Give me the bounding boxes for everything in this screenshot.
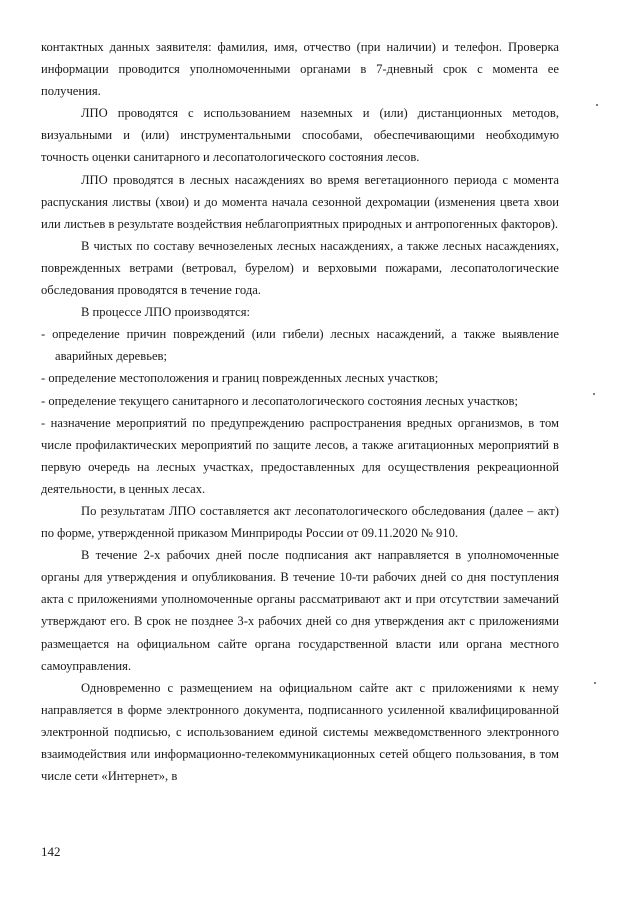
list-item-measures: - назначение мероприятий по предупреждению распространения вредных организмов, в том числе профилактических мероприятий по защите лесов, а также агитационных мероприятий в первую очередь на лесных участках, предоставленных для осуществления рекреационной деятельности, в ценных лесах. <box>41 415 559 496</box>
paragraph-contact-data: контактных данных заявителя: фамилия, имя, отчество (при наличии) и телефон. Проверка информации проводится уполномоченными органами в 7-дневный срок с момента ее получения. <box>41 40 559 99</box>
paragraph-lpo-methods: ЛПО проводятся с использованием наземных и (или) дистанционных методов, визуальными и (или) инструментальными способами, обеспечивающими необходимую точность оценки санитарного и лесопатологического состояния лесов. <box>41 106 559 165</box>
paragraph-lpo-period: ЛПО проводятся в лесных насаждениях во время вегетационного периода с момента распускания листвы (хвои) и до момента начала сезонной дехромации (изменения цвета хвои или листьев в результате воздействия неблагоприятных природных и антропогенных факторов). <box>41 172 559 231</box>
paragraph-lpo-tasks-intro: В процессе ЛПО производятся: <box>81 305 251 320</box>
paragraph-act-publication: Одновременно с размещением на официальном сайте акт с приложениями к нему направляется в форме электронного документа, подписанного усиленной квалифицированной электронной подписью, с использованием единой системы межведомственного электронного взаимодействия или информационно-телекоммуникационных сетей общего пользования, в том числе сети «Интернет», в <box>41 680 559 784</box>
list-item-location: - определение местоположения и границ поврежденных лесных участков; <box>41 371 439 386</box>
scan-speck <box>593 393 595 395</box>
scan-speck <box>596 104 598 106</box>
list-item-current-state: - определение текущего санитарного и лесопатологического состояния лесных участков; <box>41 393 518 408</box>
list-item-causes: - определение причин повреждений (или гибели) лесных насаждений, а также выявление аварийных деревьев; <box>41 327 559 364</box>
paragraph-evergreen: В чистых по составу вечнозеленых лесных насаждениях, а также лесных насаждениях, поврежденных ветрами (ветровал, бурелом) и верховыми пожарами, лесопатологические обследования проводятся в течение года. <box>41 238 559 298</box>
scan-speck <box>594 682 596 684</box>
body-text <box>41 36 559 787</box>
paragraph-act-approval: В течение 2-х рабочих дней после подписания акт направляется в уполномоченные органы для утверждения и опубликования. В течение 10-ти рабочих дней со дня поступления акта с приложениями уполномоченные органы рассматривают акт и при отсутствии замечаний утверждают его. В срок не позднее 3-х рабочих дней со дня утверждения акт с приложениями размещается на официальном сайте органа государственной власти или органа местного самоуправления. <box>41 548 559 673</box>
page-number: 142 <box>41 844 61 859</box>
paragraph-act: По результатам ЛПО составляется акт лесопатологического обследования (далее – акт) по форме, утвержденной приказом Минприроды России от 09.11.2020 № 910. <box>41 503 559 541</box>
